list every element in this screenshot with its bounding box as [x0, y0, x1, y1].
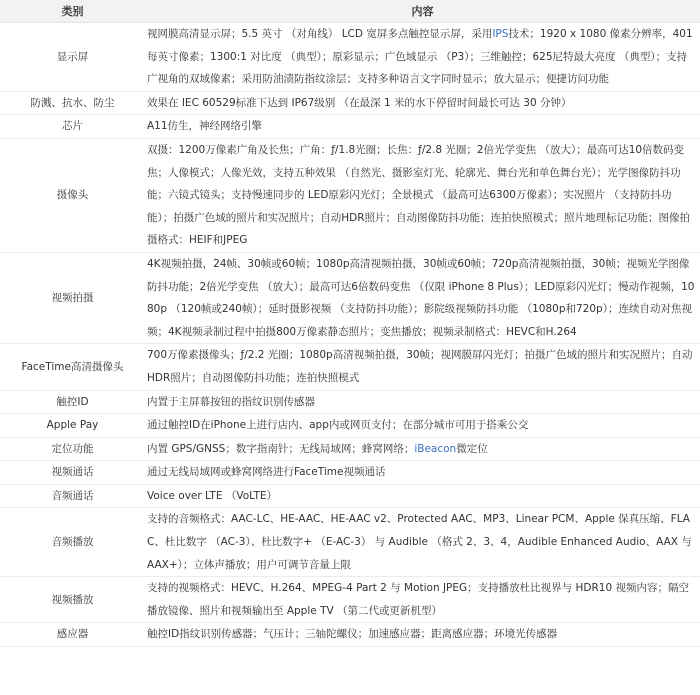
header-category: 类别	[0, 0, 145, 23]
table-row	[0, 508, 700, 577]
row-content	[145, 577, 700, 623]
table-row	[0, 344, 700, 390]
table-row	[0, 623, 700, 647]
content-text: 通过触控ID在iPhone上进行店内、app内或网页支付；在部分城市可用于搭乘公交	[147, 419, 529, 432]
row-category: 视频播放	[0, 577, 145, 623]
content-text: 微定位	[456, 442, 488, 455]
row-content	[145, 461, 700, 485]
row-category: 视频拍摄	[0, 252, 145, 343]
row-content	[145, 138, 700, 252]
content-text: 支持的音频格式：AAC-LC、HE-AAC、HE-AAC v2、Protected AAC、MP3、Linear PCM、Apple 保真压缩、FLAC、杜比数字 （AC-3）、杜比数字+ （E-AC-3） 与 Audible （格式 2、3、4，Audible Enhanced Audio、AAX 与 AAX+）；立体声播放；用户可调节音量上限	[147, 513, 692, 571]
content-text: Voice over LTE （VoLTE）	[147, 489, 278, 502]
row-content	[145, 344, 700, 390]
row-category: 视频通话	[0, 461, 145, 485]
content-text: 通过无线局域网或蜂窝网络进行FaceTime视频通话	[147, 466, 386, 479]
row-content	[145, 91, 700, 115]
row-content	[145, 115, 700, 139]
content-link[interactable]: IPS	[492, 28, 509, 40]
table-row	[0, 390, 700, 414]
row-category: 定位功能	[0, 437, 145, 461]
content-text: 视网膜高清显示屏；5.5 英寸 （对角线） LCD 宽屏多点触控显示屏，采用	[147, 28, 493, 40]
content-text: 内置 GPS/GNSS；数字指南针；无线局域网；蜂窝网络；	[147, 442, 415, 455]
header-content: 内容	[145, 0, 700, 23]
table-row	[0, 91, 700, 115]
table-header-row	[0, 0, 700, 23]
row-content	[145, 414, 700, 438]
content-text: 效果在 IEC 60529标准下达到 IP67级别 （在最深 1 米的水下停留时间最长可达 30 分钟）	[147, 96, 572, 109]
row-category: 芯片	[0, 115, 145, 139]
spec-table-body	[0, 23, 700, 647]
row-category: 感应器	[0, 623, 145, 647]
content-text: 700万像素摄像头；ƒ/2.2 光圈；1080p高清视频拍摄，30帧；视网膜屏闪光灯；拍摄广色域的照片和实况照片；自动HDR照片；自动图像防抖功能；连拍快照模式	[147, 349, 693, 384]
row-category: Apple Pay	[0, 414, 145, 438]
table-row	[0, 437, 700, 461]
content-text: 支持的视频格式：HEVC、H.264、MPEG-4 Part 2 与 Motion JPEG；支持播放杜比视界与 HDR10 视频内容；隔空播放镜像、照片和视频输出至 Apple TV （第二代或更新机型）	[147, 582, 689, 617]
row-content	[145, 623, 700, 647]
row-category: 音频播放	[0, 508, 145, 577]
row-content	[145, 437, 700, 461]
row-content	[145, 252, 700, 343]
table-row	[0, 252, 700, 343]
row-category: FaceTime高清摄像头	[0, 344, 145, 390]
content-text: 触控ID指纹识别传感器；气压计；三轴陀螺仪；加速感应器；距离感应器；环境光传感器	[147, 628, 558, 641]
row-content	[145, 508, 700, 577]
row-category: 音频通话	[0, 484, 145, 508]
table-row	[0, 23, 700, 92]
row-category: 显示屏	[0, 23, 145, 92]
content-text: 技术；1920 x 1080 像素分辨率，401每英寸像素；1300:1 对比度 （典型）；原彩显示；广色域显示 （P3）；三维触控；625尼特最大亮度 （典型）；支持广视角的双域像素；采用防油渍防指纹涂层；支持多种语言文字同时显示；放大显示；便捷访问功能	[147, 28, 693, 86]
row-category: 触控ID	[0, 390, 145, 414]
row-category: 摄像头	[0, 138, 145, 252]
content-text: 4K视频拍摄，24帧、30帧或60帧；1080p高清视频拍摄，30帧或60帧；720p高清视频拍摄，30帧；视频光学图像防抖功能；2倍光学变焦 （放大）；最高可达6倍数码变焦 （仅限 iPhone 8 Plus）；LED原彩闪光灯；慢动作视频，1080p （120帧或240帧）；延时摄影视频 （支持防抖功能）；影院级视频防抖功能 （1080p和720p）；连续自动对焦视频；4K视频录制过程中拍摄800万像素静态照片；变焦播放；视频录制格式：HEVC和H.264	[147, 257, 695, 338]
row-content	[145, 23, 700, 92]
table-row	[0, 414, 700, 438]
table-row	[0, 484, 700, 508]
content-link[interactable]: iBeacon	[414, 442, 457, 455]
content-text: 内置于主屏幕按钮的指纹识别传感器	[147, 395, 315, 408]
table-row	[0, 461, 700, 485]
table-row	[0, 138, 700, 252]
row-category: 防溅、抗水、防尘	[0, 91, 145, 115]
table-row	[0, 115, 700, 139]
content-text: 双摄：1200万像素广角及长焦；广角：ƒ/1.8光圈；长焦：ƒ/2.8 光圈；2倍光学变焦 （放大）；最高可达10倍数码变焦；人像模式；人像光效，支持五种效果 （自然光、摄影室灯光、轮廓光、舞台光和单色舞台光）；光学图像防抖功能；六镜式镜头；支持慢速同步的 LED原彩闪光灯；全景模式 （最高可达6300万像素）；实况照片 （支持防抖功能）；拍摄广色域的照片和实况照片；自动HDR照片；自动图像防抖功能；连拍快照模式；照片地理标记功能；图像拍摄格式：HEIF和JPEG	[147, 143, 691, 247]
row-content	[145, 390, 700, 414]
table-row	[0, 577, 700, 623]
content-text: A11仿生，神经网络引擎	[147, 120, 263, 133]
row-content	[145, 484, 700, 508]
